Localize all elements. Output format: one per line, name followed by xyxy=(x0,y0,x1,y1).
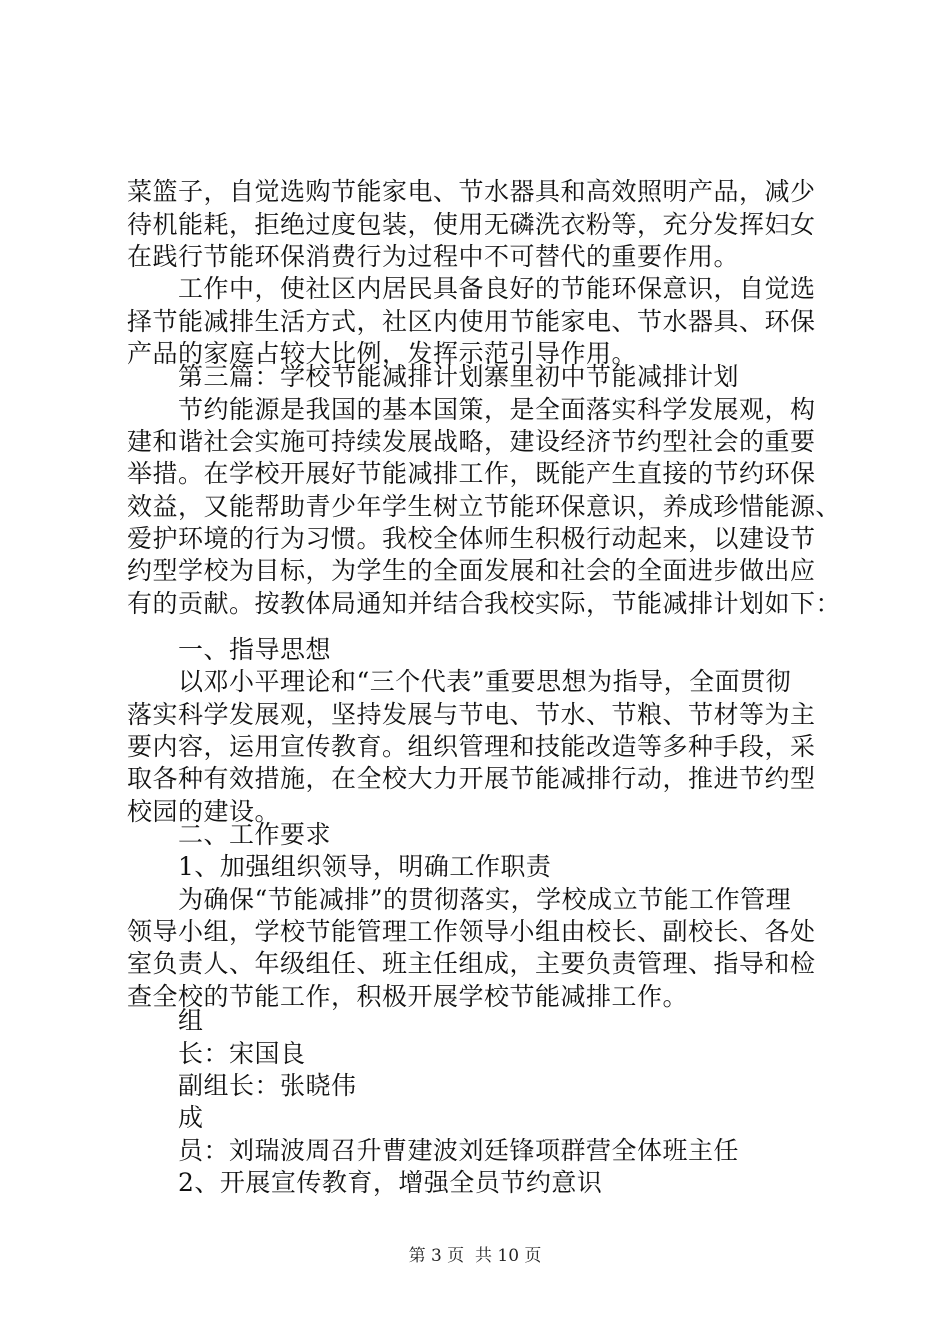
body-text-line: 领导小组，学校节能管理工作领导小组由校长、副校长、各处 xyxy=(127,917,816,946)
roster-line: 员：刘瑞波周召升曹建波刘廷锋项群营全体班主任 xyxy=(178,1136,740,1165)
body-text-line: 校园的建设。 xyxy=(127,797,281,826)
roster-line: 副组长：张晓伟 xyxy=(178,1071,357,1100)
body-text-line: 落实科学发展观，坚持发展与节电、节水、节粮、节材等为主 xyxy=(127,700,816,729)
roster-line: 成 xyxy=(178,1103,204,1132)
roster-line: 长：宋国良 xyxy=(178,1039,306,1068)
subsection-heading: 2、开展宣传教育，增强全员节约意识 xyxy=(178,1168,603,1197)
body-text-line: 室负责人、年级组任、班主任组成，主要负责管理、指导和检 xyxy=(127,949,816,978)
body-text-line: 取各种有效措施，在全校大力开展节能减排行动，推进节约型 xyxy=(127,764,816,793)
body-text-line: 待机能耗，拒绝过度包装，使用无磷洗衣粉等，充分发挥妇女 xyxy=(127,210,816,239)
body-text-line: 查全校的节能工作，积极开展学校节能减排工作。 xyxy=(127,982,689,1011)
paragraph-start-line: 为确保“节能减排”的贯彻落实，学校成立节能工作管理 xyxy=(178,885,792,914)
body-text-line: 择节能减排生活方式，社区内使用节能家电、节水器具、环保 xyxy=(127,307,816,336)
body-text-line: 举措。在学校开展好节能减排工作，既能产生直接的节约环保 xyxy=(127,459,816,488)
subsection-heading: 1、加强组织领导，明确工作职责 xyxy=(178,852,552,881)
body-text-line: 菜篮子，自觉选购节能家电、节水器具和高效照明产品，减少 xyxy=(127,177,816,206)
roster-line: 组 xyxy=(178,1006,204,1035)
body-text-line: 产品的家庭占较大比例，发挥示范引导作用。 xyxy=(127,339,638,368)
paragraph-start-line: 节约能源是我国的基本国策，是全面落实科学发展观，构 xyxy=(178,395,816,424)
paragraph-start-line: 以邓小平理论和“三个代表”重要思想为指导，全面贯彻 xyxy=(178,667,792,696)
subsection-heading: 二、工作要求 xyxy=(178,820,332,849)
subsection-heading: 一、指导思想 xyxy=(178,635,332,664)
body-text-line: 建和谐社会实施可持续发展战略，建设经济节约型社会的重要 xyxy=(127,427,816,456)
body-text-line: 约型学校为目标，为学生的全面发展和社会的全面进步做出应 xyxy=(127,556,816,585)
body-text-line: 效益，又能帮助青少年学生树立节能环保意识，养成珍惜能源、 xyxy=(127,492,842,521)
body-text-line: 爱护环境的行为习惯。我校全体师生积极行动起来，以建设节 xyxy=(127,524,816,553)
body-text-line: 要内容，运用宣传教育。组织管理和技能改造等多种手段，采 xyxy=(127,732,816,761)
page-footer xyxy=(0,1241,950,1266)
page-number: 第 3 页 共 10 页 xyxy=(408,1246,542,1266)
paragraph-start-line: 工作中，使社区内居民具备良好的节能环保意识，自觉选 xyxy=(178,274,816,303)
body-text-line: 在践行节能环保消费行为过程中不可替代的重要作用。 xyxy=(127,242,740,271)
section-heading: 第三篇：学校节能减排计划寨里初中节能减排计划 xyxy=(178,362,740,391)
body-text-line: 有的贡献。按教体局通知并结合我校实际，节能减排计划如下： xyxy=(127,589,842,618)
